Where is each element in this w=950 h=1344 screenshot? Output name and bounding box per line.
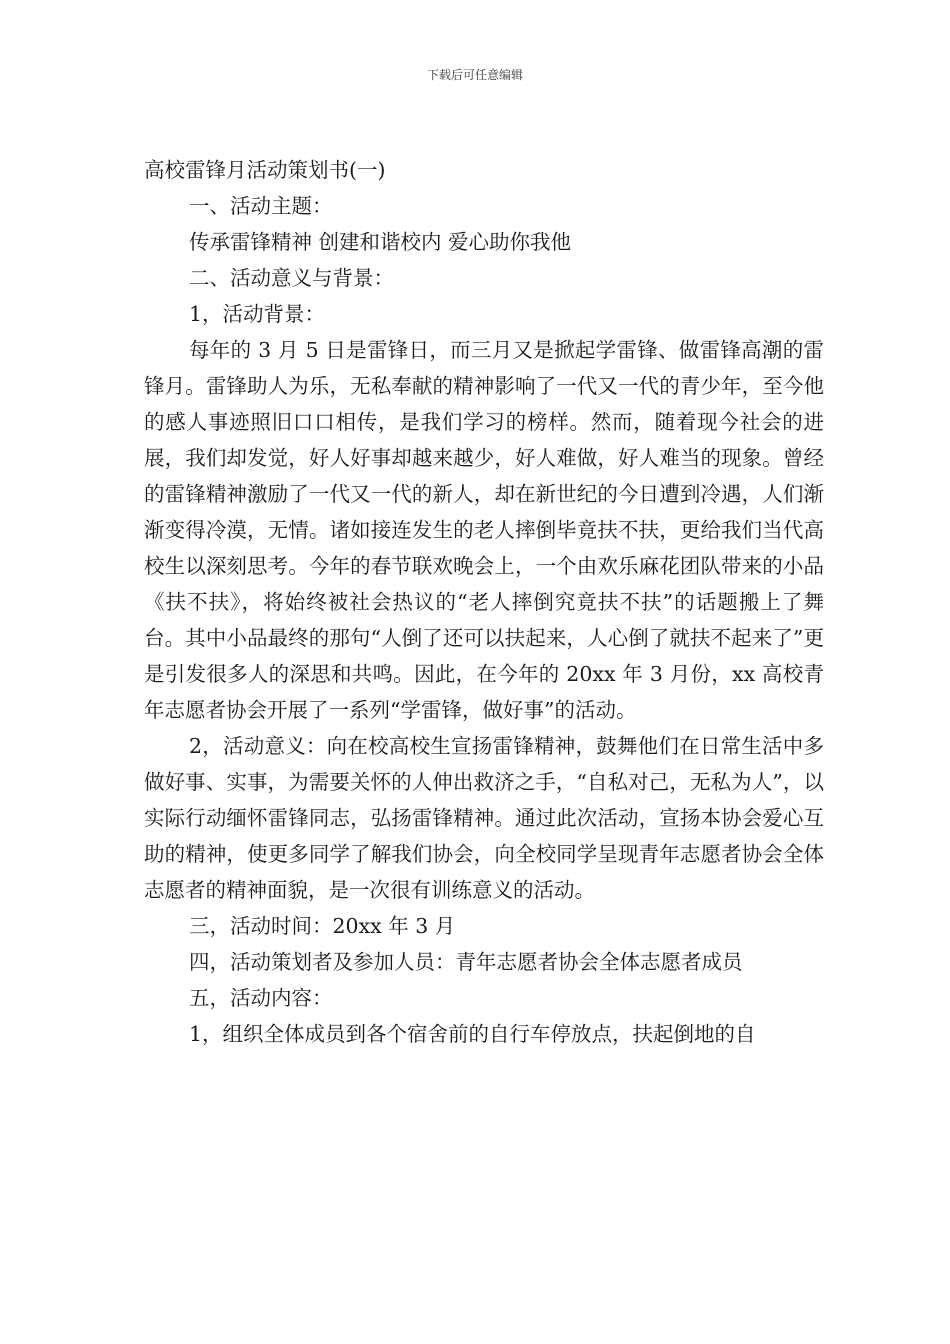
significance-paragraph: 2，活动意义：向在校高校生宣扬雷锋精神，鼓舞他们在日常生活中多做好事、实事，为需要关怀的人伸出救济之手，“自私对己，无私为人”，以实际行动缅怀雷锋同志，弘扬雷锋精神。通过此次活动，宣扬本协会爱心互助的精神，使更多同学了解我们协会，向全校同学呈现青年志愿者协会全体志愿者的精神面貌，是一次很有训练意义的活动。: [144, 734, 824, 902]
activity-time-line: 三，活动时间：20xx 年 3 月: [189, 914, 456, 938]
document-body: [144, 152, 824, 1052]
section-heading-theme: 一、活动主题：: [189, 194, 333, 218]
participants-line: 四，活动策划者及参加人员：青年志愿者协会全体志愿者成员: [189, 950, 743, 974]
page-header-note: 下载后可任意编辑: [426, 68, 523, 82]
background-paragraph: 每年的 3 月 5 日是雷锋日，而三月又是掀起学雷锋、做雷锋高潮的雷锋月。雷锋助人为乐，无私奉献的精神影响了一代又一代的青少年，至今他的感人事迹照旧口口相传，是我们学习的榜样。然而，随着现今社会的进展，我们却发觉，好人好事却越来越少，好人难做，好人难当的现象。曾经的雷锋精神激励了一代又一代的新人，却在新世纪的今日遭到冷遇，人们渐渐变得冷漠，无情。诸如接连发生的老人摔倒毕竟扶不扶，更给我们当代高校生以深刻思考。今年的春节联欢晚会上，一个由欢乐麻花团队带来的小品《扶不扶》，将始终被社会热议的“老人摔倒究竟扶不扶”的话题搬上了舞台。其中小品最终的那句“人倒了还可以扶起来，人心倒了就扶不起来了”更是引发很多人的深思和共鸣。因此，在今年的 20xx 年 3 月份，xx 高校青年志愿者协会开展了一系列“学雷锋，做好事”的活动。: [144, 338, 824, 722]
section-heading-content: 五，活动内容：: [189, 986, 333, 1010]
subheading-background: 1，活动背景：: [189, 302, 326, 326]
document-title: 高校雷锋月活动策划书(一): [144, 158, 386, 182]
theme-text: 传承雷锋精神 创建和谐校内 爱心助你我他: [189, 230, 572, 254]
section-heading-significance: 二、活动意义与背景：: [189, 266, 394, 290]
content-item-1: 1，组织全体成员到各个宿舍前的自行车停放点，扶起倒地的自: [189, 1022, 756, 1046]
